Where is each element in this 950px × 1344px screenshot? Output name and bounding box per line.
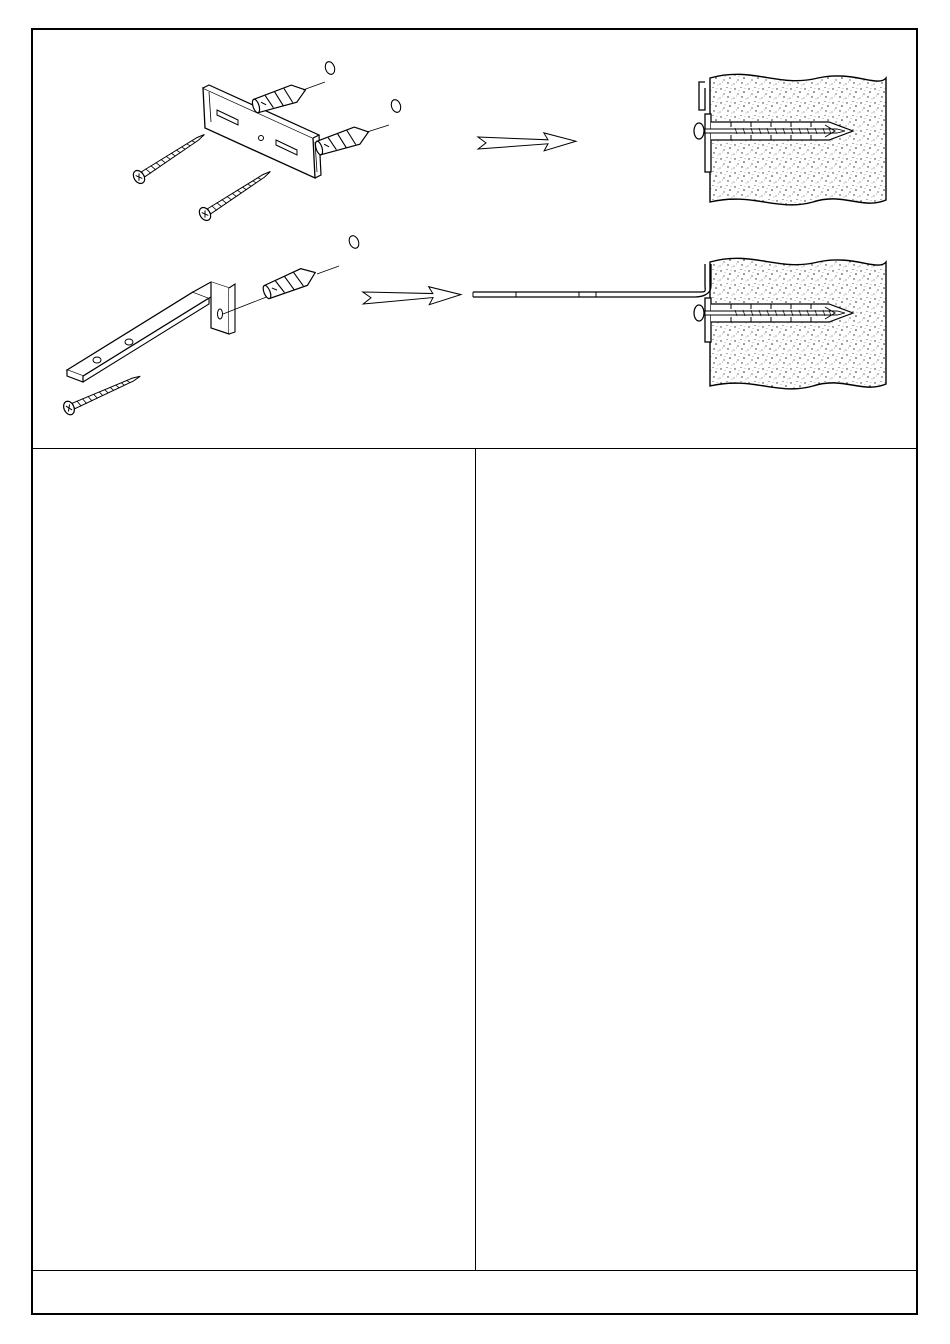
mounting-illustration	[33, 30, 916, 449]
figure-panel	[33, 30, 916, 449]
screw	[131, 129, 208, 186]
text-column-right	[476, 449, 916, 1270]
angle-bracket-anchored-in-concrete	[473, 258, 886, 389]
wall-plug	[313, 98, 402, 157]
wall-plug	[223, 234, 361, 314]
arrow-right-icon	[363, 286, 462, 307]
instruction-sheet	[31, 28, 918, 1315]
wall-plug	[250, 60, 336, 115]
footer-strip	[33, 1270, 916, 1313]
angle-bracket	[67, 282, 235, 382]
screw	[197, 166, 274, 223]
text-column-left	[33, 449, 476, 1270]
plate-anchored-in-concrete	[694, 74, 886, 205]
arrow-right-icon	[478, 132, 576, 152]
